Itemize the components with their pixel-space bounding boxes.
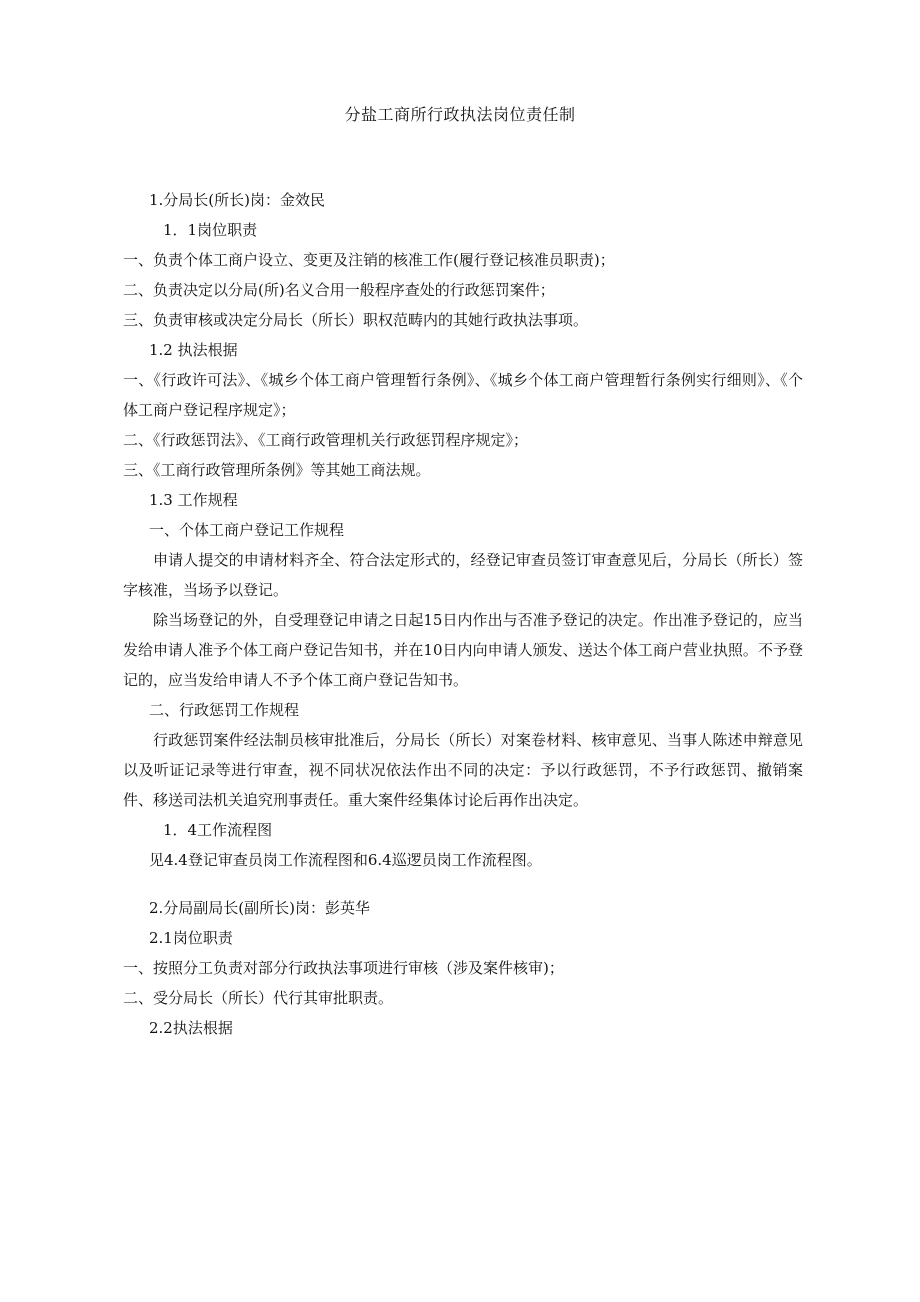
document-title: 分盐工商所行政执法岗位责任制 — [344, 105, 576, 124]
subsection-heading: 2.2执法根据 — [149, 1019, 233, 1037]
subsection-heading: 1．1岗位职责 — [163, 221, 258, 239]
spacer — [123, 875, 803, 893]
paragraph: 一、负责个体工商户设立、变更及注销的核准工作(履行登记核准员职责)； — [123, 251, 615, 269]
paragraph: 申请人提交的申请材料齐全、符合法定形式的，经登记审查员签订审查意见后，分局长（所长）签字核准，当场予以登记。 — [123, 551, 803, 599]
document-body — [123, 185, 803, 1043]
section-heading: 1.分局长(所长)岗：金效民 — [149, 191, 326, 209]
paragraph: 二、受分局长（所长）代行其审批职责。 — [123, 989, 394, 1007]
paragraph: 行政惩罚案件经法制员核审批准后，分局长（所长）对案卷材料、核审意见、当事人陈述申辩意见以及听证记录等进行审查，视不同状况依法作出不同的决定：予以行政惩罚，不予行政惩罚、撤销案件、移送司法机关追究刑事责任。重大案件经集体讨论后再作出决定。 — [123, 731, 803, 809]
paragraph: 一、个体工商户登记工作规程 — [149, 521, 345, 539]
paragraph: 二、《行政惩罚法》、《工商行政管理机关行政惩罚程序规定》； — [123, 431, 529, 449]
subsection-heading: 1.2 执法根据 — [149, 341, 238, 359]
paragraph: 二、行政惩罚工作规程 — [149, 701, 300, 719]
subsection-heading: 2.1岗位职责 — [149, 929, 233, 947]
paragraph: 三、负责审核或决定分局长（所长）职权范畴内的其她行政执法事项。 — [123, 311, 589, 329]
paragraph: 除当场登记的外，自受理登记申请之日起15日内作出与否准予登记的决定。作出准予登记的，应当发给申请人准予个体工商户登记告知书，并在10日内向申请人颁发、送达个体工商户营业执照。不予登记的，应当发给申请人不予个体工商户登记告知书。 — [123, 611, 803, 689]
paragraph: 一、按照分工负责对部分行政执法事项进行审核（涉及案件核审)； — [123, 959, 564, 977]
subsection-heading: 1.3 工作规程 — [149, 491, 238, 509]
paragraph: 见4.4登记审查员岗工作流程图和6.4巡逻员岗工作流程图。 — [149, 851, 542, 869]
section-heading: 2.分局副局长(副所长)岗：彭英华 — [149, 899, 371, 917]
paragraph: 三、《工商行政管理所条例》等其她工商法规。 — [123, 461, 431, 479]
paragraph: 一、《行政许可法》、《城乡个体工商户管理暂行条例》、《城乡个体工商户管理暂行条例实行细则》、《个体工商户登记程序规定》； — [123, 371, 803, 419]
paragraph: 二、负责决定以分局(所)名义合用一般程序查处的行政惩罚案件； — [123, 281, 555, 299]
subsection-heading: 1．4工作流程图 — [163, 821, 273, 839]
